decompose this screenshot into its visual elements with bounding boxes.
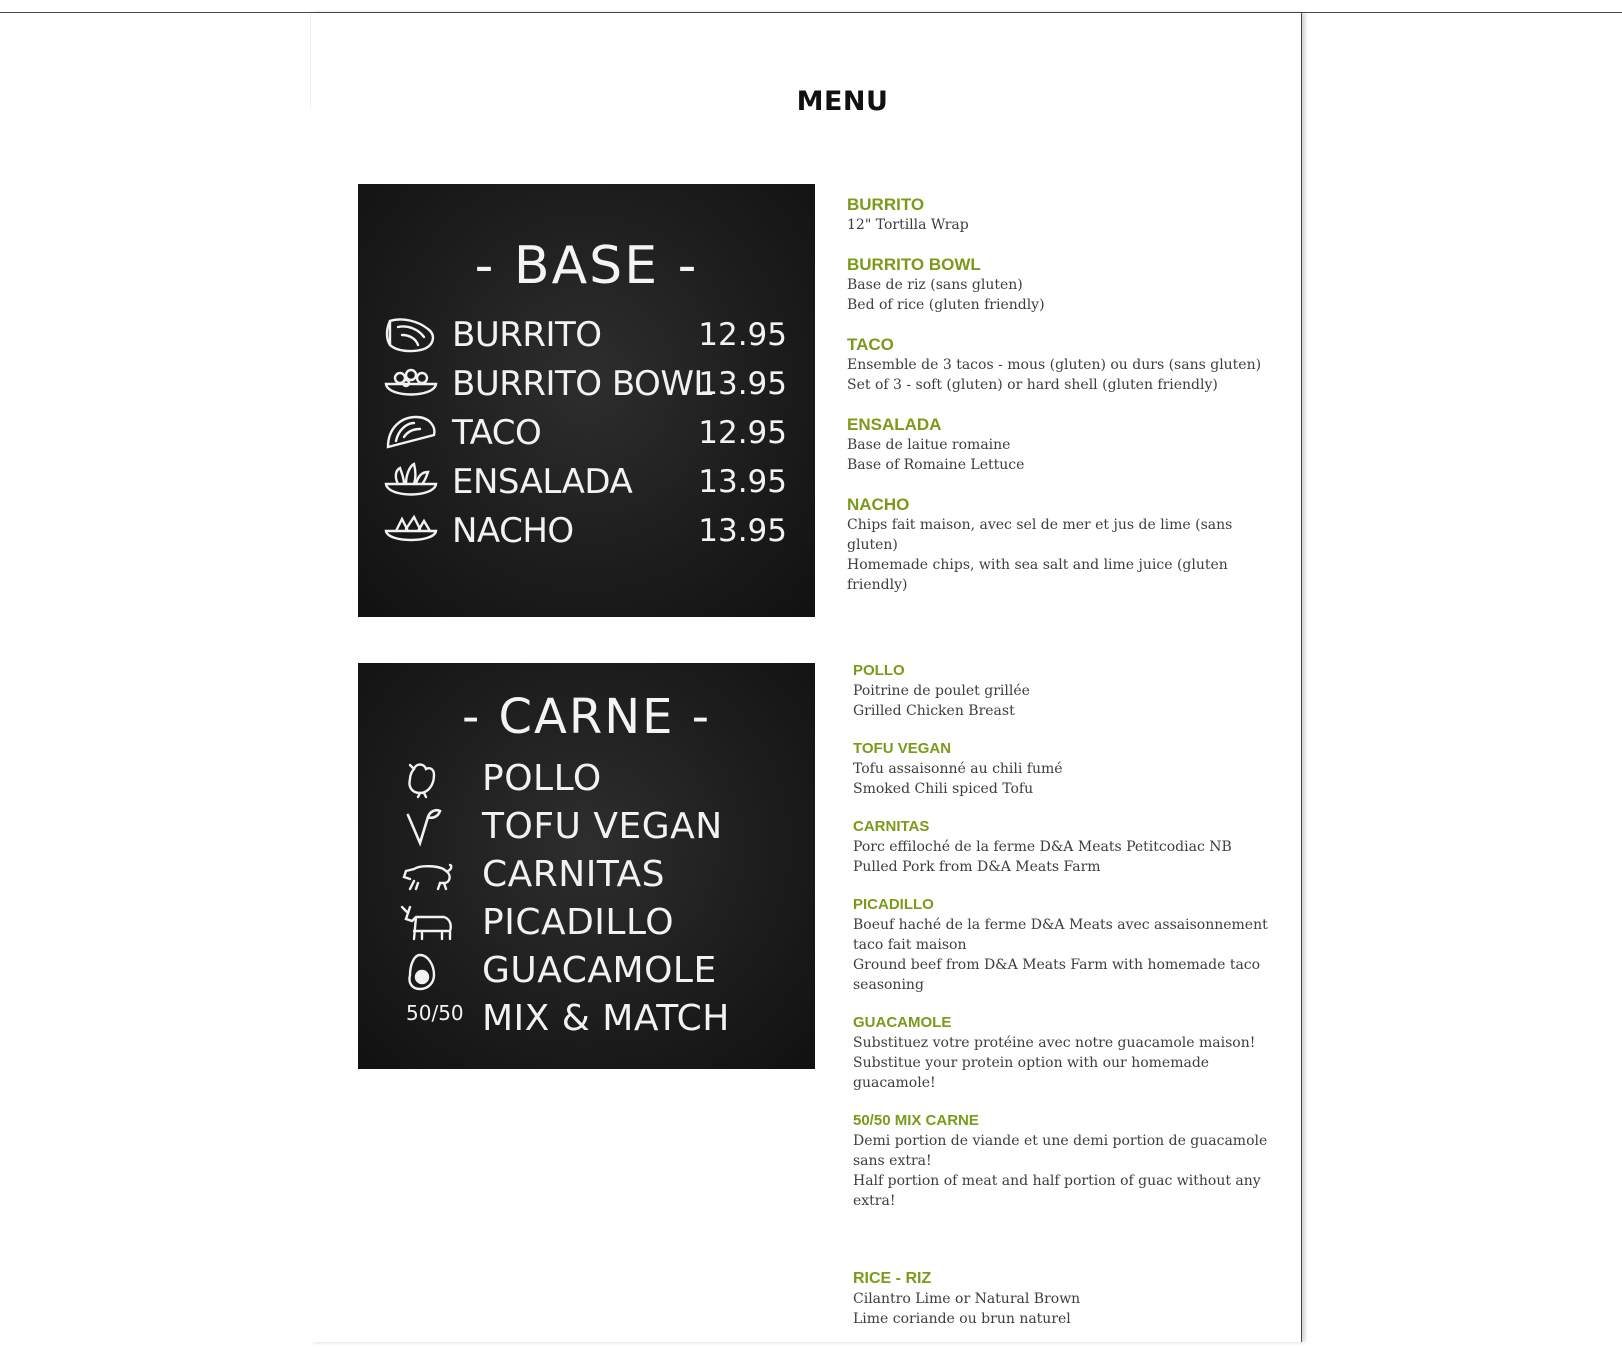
page-title: MENU [796, 86, 889, 117]
board-item-name: NACHO [452, 511, 574, 551]
cow-icon [400, 903, 456, 943]
description-item-name: TOFU VEGAN [853, 740, 952, 757]
base-board-row [358, 411, 815, 457]
description-item-name: GUACAMOLE [853, 1014, 952, 1031]
description-item [853, 817, 1283, 877]
nacho-icon [384, 511, 440, 551]
board-item-name: TACO [452, 413, 542, 453]
description-line: Bed of rice (gluten friendly) [847, 297, 1045, 313]
description-item-name: ENSALADA [847, 415, 942, 434]
carne-board-row [358, 805, 815, 851]
description-item-name: RICE - RIZ [853, 1270, 932, 1287]
description-item [847, 415, 1277, 475]
board-item-name: ENSALADA [452, 462, 633, 502]
board-item-name: BURRITO [452, 315, 602, 355]
description-line: friendly) [847, 577, 908, 593]
base-board-row [358, 460, 815, 506]
vegan-icon [400, 807, 456, 847]
description-line: Ground beef from D&A Meats Farm with homemade taco [853, 957, 1261, 973]
board-item-name: CARNITAS [482, 854, 665, 895]
carne-chalkboard-image [358, 663, 815, 1069]
base-board-row [358, 313, 815, 359]
description-line: taco fait maison [853, 937, 967, 953]
description-item-name: BURRITO [847, 195, 925, 214]
avocado-icon [400, 951, 456, 991]
description-item [853, 739, 1283, 799]
description-line: Poitrine de poulet grillée [853, 683, 1030, 699]
description-item-name: PICADILLO [853, 896, 934, 913]
description-item [853, 661, 1283, 721]
carne-board-row [358, 997, 815, 1043]
description-line: Demi portion de viande et une demi portion de guacamole [853, 1133, 1268, 1149]
base-board-row [358, 362, 815, 408]
description-line: seasoning [853, 977, 924, 993]
description-line: Base de laitue romaine [847, 437, 1011, 453]
description-line: Chips fait maison, avec sel de mer et jus de lime (sans [847, 517, 1233, 533]
description-line: gluten) [847, 537, 898, 553]
description-line: Base de riz (sans gluten) [847, 277, 1023, 293]
description-line: Cilantro Lime or Natural Brown [853, 1291, 1081, 1307]
carne-board-row [358, 949, 815, 995]
board-item-price: 13.95 [698, 513, 787, 549]
burrito-icon [384, 315, 440, 355]
carne-board-row [358, 757, 815, 803]
description-line: Lime coriande ou brun naturel [853, 1311, 1071, 1327]
description-item-name: CARNITAS [853, 818, 930, 835]
description-item [853, 1269, 1283, 1329]
description-item-name: BURRITO BOWL [847, 255, 981, 274]
description-item [847, 195, 1277, 235]
description-line: Half portion of meat and half portion of guac without any [853, 1173, 1261, 1189]
pig-icon [400, 855, 456, 895]
bowl-icon [384, 364, 440, 404]
board-item-name: PICADILLO [482, 902, 675, 943]
board-item-name: BURRITO BOWL [452, 364, 712, 404]
carne-board-row [358, 853, 815, 899]
description-item [853, 895, 1283, 995]
board-item-name: POLLO [482, 758, 602, 799]
rice-description [853, 1269, 1283, 1349]
description-line: Grilled Chicken Breast [853, 703, 1015, 719]
description-line: sans extra! [853, 1153, 932, 1169]
description-line: Tofu assaisonné au chili fumé [853, 761, 1063, 777]
base-description-list [847, 195, 1277, 615]
chicken-icon [400, 759, 456, 799]
description-item [847, 495, 1277, 595]
description-line: Substituez votre protéine avec notre guacamole maison! [853, 1035, 1256, 1051]
carne-description-list [853, 661, 1283, 1229]
description-item [853, 1013, 1283, 1093]
description-item [853, 1111, 1283, 1211]
description-item-name: 50/50 MIX CARNE [853, 1112, 979, 1129]
base-chalkboard-image [358, 184, 815, 617]
carne-board-title: - CARNE - [461, 689, 712, 745]
description-line: Porc effiloché de la ferme D&A Meats Petitcodiac NB [853, 839, 1232, 855]
description-line: Boeuf haché de la ferme D&A Meats avec assaisonnement [853, 917, 1268, 933]
board-item-price: 13.95 [698, 464, 787, 500]
board-item-price: 12.95 [698, 415, 787, 451]
description-line: Base of Romaine Lettuce [847, 457, 1025, 473]
description-line: 12" Tortilla Wrap [847, 217, 969, 233]
description-line: extra! [853, 1193, 896, 1209]
base-board-row [358, 509, 815, 555]
salad-icon [384, 462, 440, 502]
board-item-name: GUACAMOLE [482, 950, 717, 991]
description-item-name: POLLO [853, 662, 905, 679]
fifty-fifty-icon: 50/50 [406, 1001, 464, 1025]
description-line: Set of 3 - soft (gluten) or hard shell (gluten friendly) [847, 377, 1218, 393]
board-item-price: 12.95 [698, 317, 787, 353]
carne-board-row [358, 901, 815, 947]
board-item-price: 13.95 [698, 366, 787, 402]
description-item [847, 255, 1277, 315]
description-line: guacamole! [853, 1075, 936, 1091]
description-line: Pulled Pork from D&A Meats Farm [853, 859, 1101, 875]
board-item-name: MIX & MATCH [482, 998, 730, 1039]
board-item-name: TOFU VEGAN [482, 806, 723, 847]
description-line: Substitue your protein option with our homemade [853, 1055, 1210, 1071]
description-item-name: TACO [847, 335, 894, 354]
description-line: Homemade chips, with sea salt and lime juice (gluten [847, 557, 1228, 573]
description-item-name: NACHO [847, 495, 910, 514]
description-line: Smoked Chili spiced Tofu [853, 781, 1034, 797]
description-item [847, 335, 1277, 395]
base-board-title: - BASE - [474, 236, 699, 296]
description-line: Ensemble de 3 tacos - mous (gluten) ou durs (sans gluten) [847, 357, 1262, 373]
taco-icon [384, 413, 440, 453]
